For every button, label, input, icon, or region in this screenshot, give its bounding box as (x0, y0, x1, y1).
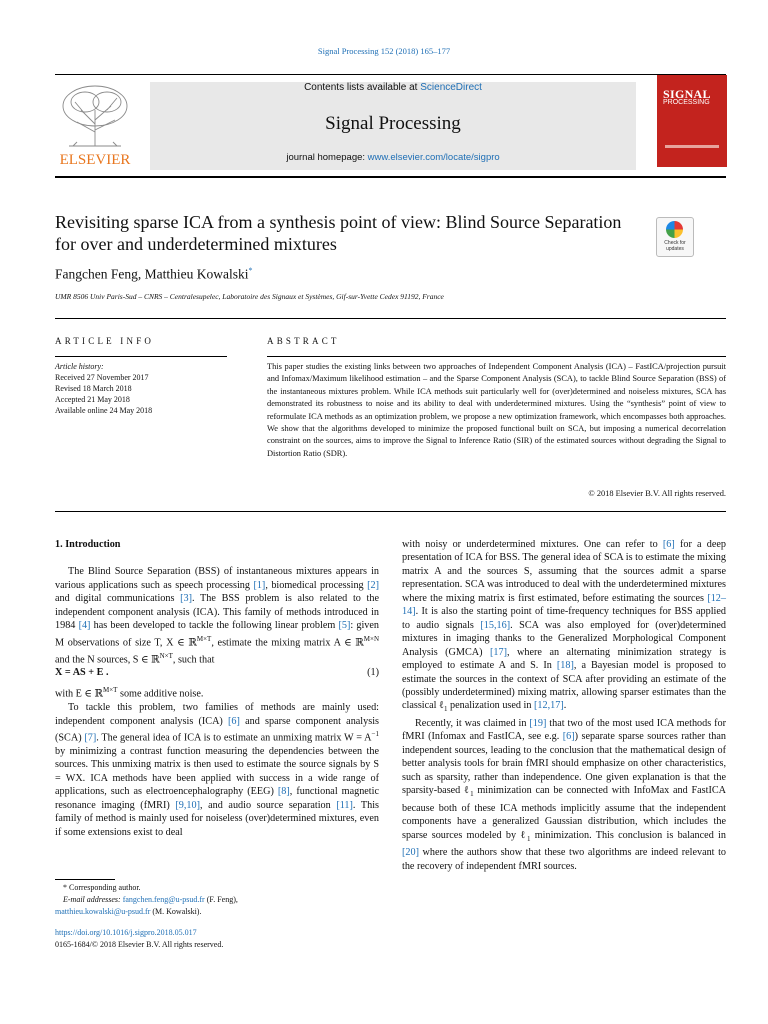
accepted-date: Accepted 21 May 2018 (55, 395, 130, 404)
text-run: . It is also the starting point of time-frequency techniques for BSS applied to audio signals (402, 606, 726, 631)
corresponding-author-mark[interactable]: * (248, 266, 253, 275)
text-run: for a deep presentation of ICA for BSS. The general idea of SCA is to estimate the mixing matrix A and the sources S, assuming that the sources admit a sparse representation. SCA was introduced to deal with the underdetermined mixtures where the mixing matrix is first estimated, before estimating the sources (402, 539, 726, 604)
title-bottom-rule (55, 318, 726, 319)
citation-link[interactable]: [3] (180, 593, 193, 605)
article-info-heading: ARTICLE INFO (55, 336, 155, 346)
footnote-rule (55, 879, 115, 880)
journal-citation[interactable]: Signal Processing 152 (2018) 165–177 (317, 46, 451, 56)
subscript: 1 (443, 705, 448, 714)
superscript: M×T (196, 634, 212, 643)
text-run: : given M observations of size T, X ∈ ℝ (55, 620, 379, 649)
abstract-heading: ABSTRACT (267, 336, 340, 346)
intro-paragraph (402, 538, 726, 717)
text-run: some additive noise. (117, 688, 204, 700)
section-heading: 1. Introduction (55, 539, 121, 550)
email-link-feng[interactable]: fangchen.feng@u-psud.fr (122, 895, 205, 904)
issn-copyright: 0165-1684/© 2018 Elsevier B.V. All rights reserved. (55, 940, 224, 949)
citation-link[interactable]: [2] (367, 579, 379, 591)
right-column (402, 538, 726, 873)
abstract-text: This paper studies the existing links between two approaches of Independent Component Analysis (ICA) – FastICA/projection pursuit and Infomax/Maximum likelihood estimation – and the Sparse Component Analysis (SCA), to tackle Blind Source Separation (BSS) of the instantaneous mixtures problem. While ICA methods suit particularly well for (over)determined and noiseless mixtures, SCA has demonstrated its robustness to noise and its ability to deal with underdetermined mixtures. Using the “synthesis” point of view to reformulate ICA methods as an optimization problem, we propose a new optimization framework, which encompasses both approaches. We show that the algorithms developed to minimize the proposed functional built on SCA, but imposing a numerical decorrelation constraint on the sources, aims to improve the Signal to Inference Ratio (SIR) of the estimated sources without degrading the Signal to Distortion Ratio (SDR). (267, 362, 726, 458)
text-run: and sparse component analysis (SCA) (55, 715, 379, 744)
text-run: penalization used in (447, 700, 535, 712)
text-run: by minimizing a contrast function measuring the dependencies between the sources. This unmixing matrix is then used to estimate the source signals by S = WX. ICA methods have been applied with success in a wide range of applications, such as electroencephalography (EEG) (55, 746, 379, 798)
email-owner-kowalski: (M. Kowalski). (150, 907, 202, 916)
text-run: Recently, it was claimed in (415, 717, 530, 729)
text-run: . The BSS problem is also related to the independent component analysis (ICA). This family of methods introduced in 1984 (55, 593, 380, 632)
email-link-kowalski[interactable]: matthieu.kowalski@u-psud.fr (55, 907, 151, 916)
article-title: Revisiting sparse ICA from a synthesis point of view: Blind Source Separation for over and underdetermined mixtures (55, 212, 622, 254)
text-run: where the authors show that these two algorithms are indeed relevant to the recovery of independent fMRI sources. (402, 847, 726, 872)
text-run: To tackle this problem, two families of methods are mainly used: independent component analysis (ICA) (55, 702, 379, 727)
equation-number: (1) (367, 667, 379, 679)
citation-link[interactable]: [6] (228, 715, 240, 727)
doi-link[interactable]: https://doi.org/10.1016/j.sigpro.2018.05.017 (55, 928, 197, 937)
article-history (55, 361, 152, 416)
text-run: . SCA was also employed for (over)determined mixtures in imaging thanks to the Generalized Morphological Component Analysis (GMCA) (402, 619, 726, 658)
citation-link[interactable]: [12–14] (402, 592, 726, 618)
history-label: Article history: (55, 362, 104, 371)
intro-paragraph (55, 684, 379, 701)
citation-link[interactable]: [20] (402, 847, 419, 859)
text-run: with noisy or underdetermined mixtures. One can refer to (402, 539, 663, 550)
journal-cover-image[interactable] (657, 75, 727, 167)
text-run: , a Bayesian model is proposed to estimate the sources in the context of SCA after providing an estimate of the (possibly underdetermined) mixing matrix, allowing sparser estimates than the classical ℓ (402, 660, 726, 712)
sciencedirect-link[interactable]: ScienceDirect (420, 82, 482, 93)
contents-line (150, 82, 636, 93)
text-run: has been developed to tackle the following linear problem (90, 620, 339, 632)
abstract-rule (267, 356, 726, 357)
email-label: E-mail addresses: (63, 895, 123, 904)
superscript: M×N (363, 634, 379, 643)
publisher-name: ELSEVIER (59, 152, 131, 168)
elsevier-tree-icon (55, 80, 135, 168)
corresponding-note: * Corresponding author. (63, 883, 141, 892)
text-run: , and audio source separation (199, 799, 337, 811)
abstract-bottom-rule (55, 511, 726, 512)
text-run: , estimate the mixing matrix A ∈ ℝ (211, 637, 364, 649)
subscript: 1 (526, 834, 531, 843)
intro-paragraph (55, 565, 379, 666)
citation-link[interactable]: [1] (253, 579, 266, 591)
contents-prefix: Contents lists available at (304, 82, 421, 93)
journal-homepage (150, 152, 636, 163)
affiliation: UMR 8506 Univ Paris-Sud – CNRS – Centralesupelec, Laboratoire des Signaux et Systèmes, Gif-sur-Yvette Cedex 91192, France (55, 292, 444, 301)
citation-link[interactable]: [17] (490, 646, 507, 658)
crossmark-badge[interactable] (656, 217, 694, 257)
text-run: , functional magnetic resonance imaging (fMRI) (55, 786, 379, 811)
text-run: with E ∈ ℝ (55, 688, 103, 700)
intro-paragraph (55, 701, 379, 839)
equation-text: X = AS + E . (55, 667, 109, 679)
superscript: −1 (371, 730, 379, 739)
homepage-link[interactable]: www.elsevier.com/locate/sigpro (367, 152, 500, 163)
text-run: . This family of method is mainly used for noiseless (over)determined mixtures, even if some extensions exist to deal (55, 799, 379, 838)
citation-link[interactable]: [15,16] (480, 619, 511, 631)
author-list (55, 266, 252, 283)
text-run: , where an alternating minimization strategy is employed to estimate A and S. In (402, 646, 726, 672)
cover-subtitle: PROCESSING (663, 99, 710, 106)
doi-block (55, 927, 223, 951)
received-date: Received 27 November 2017 (55, 373, 149, 382)
homepage-prefix: journal homepage: (286, 152, 368, 163)
text-run: and digital communications (55, 593, 181, 605)
email-owner-feng: (F. Feng), (204, 895, 238, 904)
citation-link[interactable]: [8] (277, 786, 290, 798)
elsevier-logo[interactable] (55, 80, 135, 168)
citation-link[interactable]: [11] (336, 799, 353, 811)
text-run: ) separate sparse sources rather than independent sources, leading to the conclusion that the mathematical design of better analysis tools for brain fMRI should emphasize on other characteristics, such as sparsity, rather than independence. One given explanation is that the sparsity-based ℓ (402, 731, 726, 797)
citation-link[interactable]: [6] (562, 731, 575, 743)
subscript: 1 (470, 790, 474, 799)
superscript: N×T (159, 651, 173, 660)
abstract-copyright: © 2018 Elsevier B.V. All rights reserved. (588, 489, 726, 498)
text-run: , such that (172, 653, 215, 665)
text-run: minimization. This conclusion is balanced in (530, 829, 726, 841)
revised-date: Revised 18 March 2018 (55, 384, 132, 393)
cover-title: SIGNAL (663, 87, 711, 101)
citation-link[interactable]: [5] (338, 620, 351, 632)
citation-link[interactable]: [6] (662, 539, 675, 550)
text-run: minimization can be connected with InfoMax and FastICA because both of these ICA methods implicitly assume that the independent components have a generalized Gaussian distribution, which includes the sparse sources modeled by ℓ (402, 785, 726, 841)
superscript: M×T (102, 686, 118, 695)
article-info-rule (55, 356, 227, 357)
citation-link[interactable]: [19] (529, 717, 547, 729)
text-run: , biomedical processing (265, 579, 368, 591)
citation-link[interactable]: [12,17] (534, 700, 564, 712)
left-column (55, 538, 379, 839)
citation-link[interactable]: [18] (556, 660, 574, 672)
online-date: Available online 24 May 2018 (55, 406, 153, 415)
text-run: and the N sources, S ∈ ℝ (55, 653, 160, 665)
crossmark-label: Check for updates (664, 240, 686, 252)
header-bottom-rule (55, 176, 726, 178)
text-run: . The general idea of ICA is to estimate an unmixing matrix W = A (96, 732, 372, 744)
crossmark-icon (666, 221, 683, 238)
text-run: . (563, 700, 567, 712)
intro-paragraph (402, 717, 726, 873)
text-run: The Blind Source Separation (BSS) of instantaneous mixtures appears in various applications such as speech processing (55, 566, 379, 591)
text-run: that two of the most used ICA methods for fMRI (Infomax and FastICA, see e.g. (402, 717, 727, 743)
citation-link[interactable]: [9,10] (175, 799, 200, 811)
citation-link[interactable]: [4] (78, 620, 91, 632)
footnotes (55, 882, 385, 918)
citation-link[interactable]: [7] (84, 732, 97, 744)
journal-name: Signal Processing (325, 113, 461, 134)
cover-stripe (665, 145, 719, 148)
equation-1 (55, 666, 379, 684)
header-top-rule (55, 74, 726, 75)
author-names: Fangchen Feng, Matthieu Kowalski (55, 266, 249, 282)
